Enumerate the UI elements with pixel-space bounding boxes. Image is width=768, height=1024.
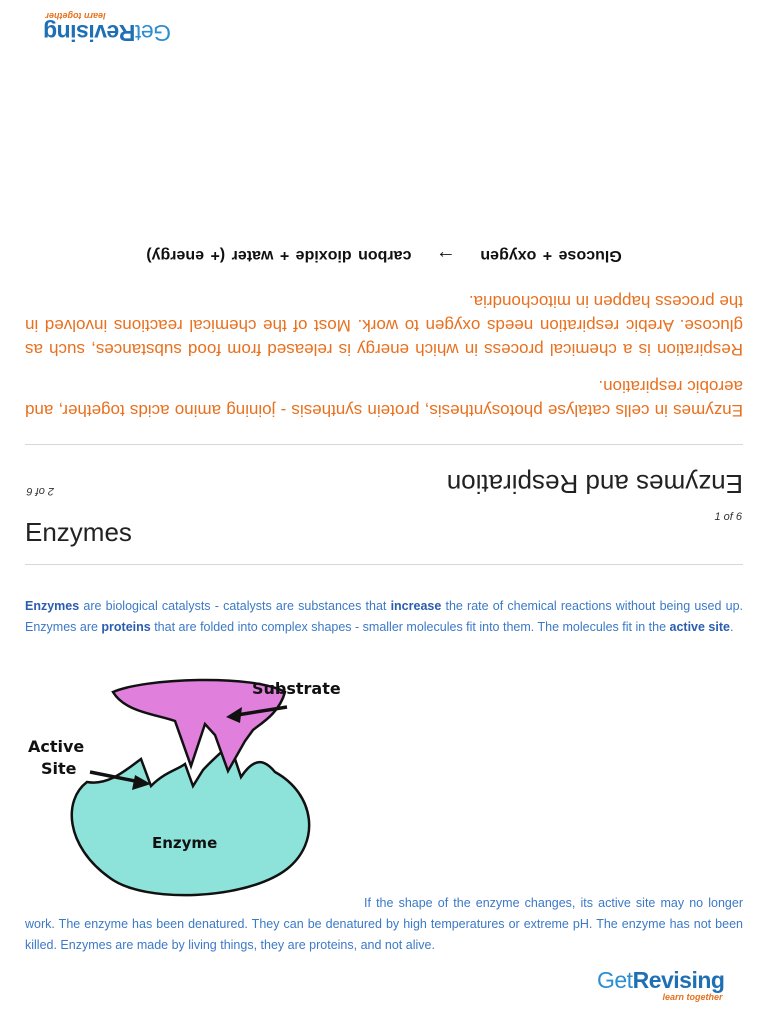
reaction-arrow: →: [435, 246, 456, 268]
page-title: Enzymes and Respiration: [446, 469, 743, 499]
logo-tagline: learn together: [662, 992, 723, 1002]
divider: [25, 564, 743, 565]
outro-paragraph: If the shape of the enzyme changes, its active site may no longer work. The enzyme has been denatured. They can be denatured by high temperatures or extreme pH. The enzyme has not been killed. Enzymes are made by living things, they are proteins, and not alive.: [25, 896, 743, 952]
enzyme-substrate-diagram: [25, 674, 370, 904]
intro-paragraph: Enzymes are biological catalysts - catalysts are substances that increase the rate of chemical reactions without being used up. Enzymes are proteins that are folded into complex shapes - smaller molecules fit into them. The molecules fit in the active site.: [25, 599, 743, 634]
paragraph: Respiration is a chemical process in which energy is released from food substances, such as glucose. Arebic respiration needs oxygen to work. Most of the chemical reactions involved in the process happen in mitochondria.: [25, 292, 743, 359]
active-site-label-line2: Site: [41, 759, 77, 778]
substrate-label: Substrate: [252, 679, 341, 698]
page-2-card: [0, 0, 768, 508]
page-body: [25, 276, 743, 422]
page-1-card: [0, 508, 768, 1024]
paragraph: Enzymes in cells catalyse photosynthesis, protein synthesis - joining amino acids together, and aerobic respiration.: [25, 377, 743, 420]
word-equation: [25, 245, 743, 268]
enzyme-label: Enzyme: [152, 834, 218, 852]
equation-products: carbon dioxide + water (+ energy): [146, 247, 412, 264]
page-title: Enzymes: [25, 517, 132, 547]
active-site-label-line1: Active: [28, 737, 85, 756]
getrevising-logo: GetRevising learn together: [43, 11, 171, 46]
divider: [25, 444, 743, 445]
page-number: 1 of 6: [714, 511, 742, 523]
logo-tagline: learn together: [45, 11, 106, 21]
page-number: 2 of 6: [26, 485, 54, 497]
getrevising-logo: GetRevising learn together: [597, 967, 725, 1002]
equation-reactants: Glucose + oxygen: [480, 247, 622, 264]
